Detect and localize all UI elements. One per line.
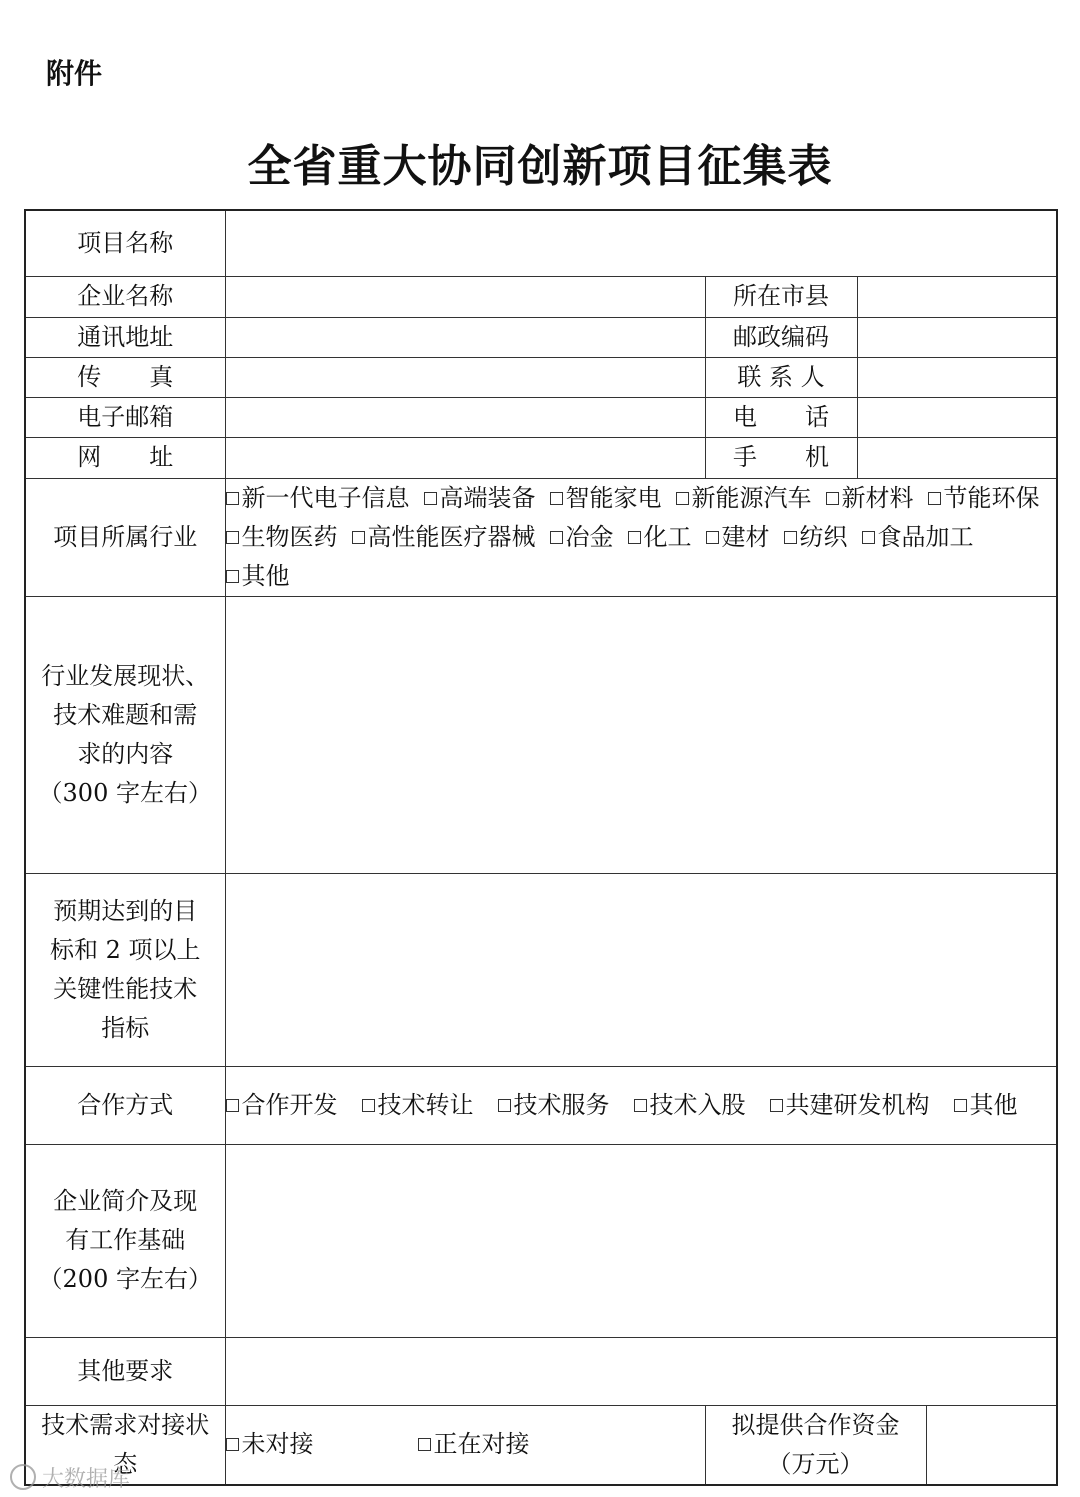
industry-option[interactable]: 生物医药 <box>226 518 338 557</box>
industry-option[interactable]: 新材料 <box>826 479 914 518</box>
mobile-field[interactable] <box>857 437 1057 478</box>
website-field[interactable] <box>225 437 705 478</box>
checkbox-icon <box>226 492 239 505</box>
contact-field[interactable] <box>857 357 1057 397</box>
row-company-name <box>25 276 1057 317</box>
company-name-field[interactable] <box>225 276 705 317</box>
checkbox-icon <box>862 531 875 544</box>
fax-field[interactable] <box>225 357 705 397</box>
industry-option[interactable]: 节能环保 <box>928 479 1040 518</box>
checkbox-icon <box>352 531 365 544</box>
cooperation-option[interactable]: 合作开发 <box>226 1086 338 1125</box>
contact-label: 联 系 人 <box>705 357 857 397</box>
checkbox-icon <box>362 1099 375 1112</box>
row-project-name <box>25 210 1057 276</box>
industry-option[interactable]: 高性能医疗器械 <box>352 518 536 557</box>
phone-label: 电 话 <box>705 397 857 437</box>
industry-option[interactable]: 冶金 <box>550 518 614 557</box>
funding-label: 拟提供合作资金 （万元） <box>706 1406 927 1484</box>
page-title: 全省重大协同创新项目征集表 <box>247 141 833 192</box>
row-fax <box>25 357 1057 397</box>
industry-option[interactable]: 其他 <box>226 557 290 596</box>
checkbox-icon <box>550 531 563 544</box>
checkbox-icon <box>676 492 689 505</box>
company-intro-field[interactable] <box>225 1144 1057 1337</box>
checkbox-icon <box>226 570 239 583</box>
company-intro-label: 企业简介及现 有工作基础 （200 字左右） <box>25 1144 225 1337</box>
watermark-logo-icon <box>10 1464 36 1490</box>
checkbox-icon <box>550 492 563 505</box>
docking-option[interactable]: 正在对接 <box>418 1425 530 1464</box>
checkbox-icon <box>706 531 719 544</box>
industry-option[interactable]: 新能源汽车 <box>676 479 812 518</box>
cooperation-options <box>225 1066 1057 1144</box>
mobile-label: 手 机 <box>705 437 857 478</box>
cooperation-option[interactable]: 技术服务 <box>498 1086 610 1125</box>
address-field[interactable] <box>225 317 705 357</box>
city-label: 所在市县 <box>705 276 857 317</box>
row-industry <box>25 478 1057 596</box>
industry-option[interactable]: 建材 <box>706 518 770 557</box>
docking-status-options <box>225 1405 705 1485</box>
other-requirements-label: 其他要求 <box>25 1337 225 1405</box>
funding-field[interactable] <box>927 1406 1057 1484</box>
checkbox-icon <box>226 1438 239 1451</box>
industry-option[interactable]: 化工 <box>628 518 692 557</box>
docking-status-label: 技术需求对接状态 <box>25 1405 225 1485</box>
watermark: 大数据库 <box>10 1462 130 1493</box>
industry-status-label: 行业发展现状、 技术难题和需 求的内容 （300 字左右） <box>25 596 225 873</box>
checkbox-icon <box>226 1099 239 1112</box>
fax-label: 传 真 <box>25 357 225 397</box>
project-name-field[interactable] <box>225 210 1057 276</box>
cooperation-label: 合作方式 <box>25 1066 225 1144</box>
goals-label: 预期达到的目 标和 2 项以上 关键性能技术 指标 <box>25 873 225 1066</box>
cooperation-option[interactable]: 共建研发机构 <box>770 1086 930 1125</box>
company-name-label: 企业名称 <box>25 276 225 317</box>
email-label: 电子邮箱 <box>25 397 225 437</box>
phone-field[interactable] <box>857 397 1057 437</box>
postcode-label: 邮政编码 <box>705 317 857 357</box>
checkbox-icon <box>634 1099 647 1112</box>
funding-cell <box>705 1405 1057 1485</box>
checkbox-icon <box>498 1099 511 1112</box>
checkbox-icon <box>826 492 839 505</box>
city-field[interactable] <box>857 276 1057 317</box>
postcode-field[interactable] <box>857 317 1057 357</box>
row-company-intro <box>25 1144 1057 1337</box>
checkbox-icon <box>954 1099 967 1112</box>
industry-option[interactable]: 新一代电子信息 <box>226 479 410 518</box>
industry-option[interactable]: 食品加工 <box>862 518 974 557</box>
industry-option[interactable]: 高端装备 <box>424 479 536 518</box>
goals-field[interactable] <box>225 873 1057 1066</box>
row-goals <box>25 873 1057 1066</box>
cooperation-option[interactable]: 技术入股 <box>634 1086 746 1125</box>
project-name-label: 项目名称 <box>25 210 225 276</box>
cooperation-option[interactable]: 其他 <box>954 1086 1018 1125</box>
checkbox-icon <box>928 492 941 505</box>
checkbox-icon <box>418 1438 431 1451</box>
row-docking-status <box>25 1405 1057 1485</box>
email-field[interactable] <box>225 397 705 437</box>
industry-option[interactable]: 智能家电 <box>550 479 662 518</box>
attachment-label: 附件 <box>46 57 103 90</box>
checkbox-icon <box>628 531 641 544</box>
row-email <box>25 397 1057 437</box>
row-industry-status <box>25 596 1057 873</box>
other-requirements-field[interactable] <box>225 1337 1057 1405</box>
industry-options <box>225 478 1057 596</box>
checkbox-icon <box>770 1099 783 1112</box>
row-cooperation <box>25 1066 1057 1144</box>
checkbox-icon <box>784 531 797 544</box>
row-address <box>25 317 1057 357</box>
industry-status-field[interactable] <box>225 596 1057 873</box>
docking-option[interactable]: 未对接 <box>226 1425 314 1464</box>
checkbox-icon <box>424 492 437 505</box>
checkbox-icon <box>226 531 239 544</box>
address-label: 通讯地址 <box>25 317 225 357</box>
website-label: 网 址 <box>25 437 225 478</box>
row-website <box>25 437 1057 478</box>
collection-form-table <box>24 209 1058 1486</box>
cooperation-option[interactable]: 技术转让 <box>362 1086 474 1125</box>
industry-option[interactable]: 纺织 <box>784 518 848 557</box>
row-other-requirements <box>25 1337 1057 1405</box>
industry-label: 项目所属行业 <box>25 478 225 596</box>
